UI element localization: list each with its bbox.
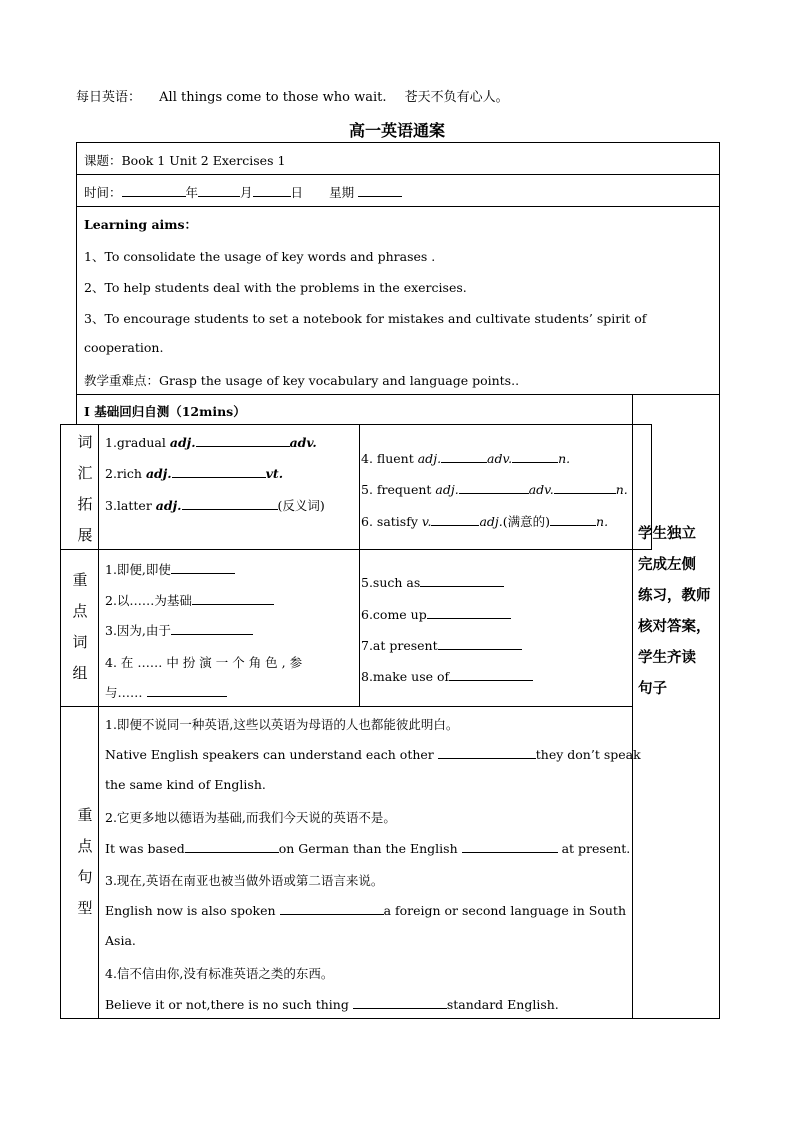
answer-blank[interactable]: [431, 513, 479, 526]
vocab-item: 1.gradual adj. adv.: [105, 435, 317, 450]
month-blank[interactable]: [198, 184, 240, 197]
vocab-item: 3.latter adj. (反义词): [105, 498, 325, 513]
sentence-english: the same kind of English.: [105, 777, 266, 792]
year-label: 年: [185, 185, 199, 200]
vocab-item: 4. fluent adj. adv. n.: [361, 451, 571, 466]
aim-item: 2、To help students deal with the problems in the exercises.: [84, 280, 467, 295]
side-note-line: 学生齐读: [638, 649, 696, 666]
aim-item: cooperation.: [84, 340, 164, 355]
answer-blank[interactable]: [449, 668, 533, 681]
year-blank[interactable]: [122, 184, 186, 197]
aim-item: 3、To encourage students to set a notebook for mistakes and cultivate students’ spirit of: [84, 311, 647, 326]
sentence-english: Native English speakers can understand each other they don’t speak: [105, 747, 641, 762]
sentence-english: It was based on German than the English at present.: [105, 841, 631, 856]
sentence-english: Asia.: [105, 933, 136, 948]
answer-blank[interactable]: [420, 574, 504, 587]
answer-blank[interactable]: [441, 450, 487, 463]
sentence-english: English now is also spoken a foreign or second language in South: [105, 903, 626, 918]
phrases-label: 重 点 词 组: [72, 571, 88, 682]
answer-blank[interactable]: [196, 434, 290, 447]
sentence-chinese: 2.它更多地以德语为基础,而我们今天说的英语不是。: [105, 810, 396, 825]
answer-blank[interactable]: [182, 497, 278, 510]
phrase-item: 与……: [105, 683, 227, 701]
day-label: 日: [290, 185, 304, 200]
answer-blank[interactable]: [512, 450, 558, 463]
sentence-chinese: 4.信不信由你,没有标准英语之类的东西。: [105, 966, 334, 981]
day-blank[interactable]: [253, 184, 291, 197]
phrase-item: 3.因为,由于: [105, 621, 253, 639]
page-title: 高一英语通案: [348, 121, 445, 140]
motto-label: 每日英语：: [76, 90, 142, 105]
month-label: 月: [240, 185, 253, 200]
week-blank[interactable]: [358, 184, 402, 197]
answer-blank[interactable]: [438, 746, 536, 759]
answer-blank[interactable]: [147, 684, 227, 697]
aims-heading: Learning aims：: [84, 217, 198, 232]
aim-item: 1、To consolidate the usage of key words and phrases .: [84, 249, 436, 264]
phrase-item: 2.以……为基础: [105, 591, 274, 609]
motto-english: All things come to those who wait.: [159, 90, 387, 105]
side-note-line: 句子: [638, 680, 667, 697]
teaching-focus: 教学重难点：Grasp the usage of key vocabulary and language points..: [84, 373, 520, 388]
week-label: 星期: [329, 185, 355, 200]
side-note-line: 完成左侧: [638, 556, 696, 573]
sentence-english: Believe it or not,there is no such thing standard English.: [105, 997, 559, 1012]
phrase-item: 1.即便,即使: [105, 560, 235, 578]
sentences-label: 重 点 句 型: [77, 806, 93, 917]
sentence-chinese: 1.即便不说同一种英语,这些以英语为母语的人也都能彼此明白。: [105, 717, 459, 732]
side-note-line: 核对答案，: [638, 618, 711, 635]
answer-blank[interactable]: [427, 606, 511, 619]
answer-blank[interactable]: [554, 481, 616, 494]
side-note-line: 练习，教师: [638, 587, 711, 604]
vocab-label: 词 汇 拓 展: [77, 433, 93, 544]
side-note: [638, 518, 711, 704]
phrase-item: 5.such as: [361, 574, 504, 590]
answer-blank[interactable]: [462, 840, 558, 853]
answer-blank[interactable]: [280, 902, 384, 915]
time-label: 时间：: [84, 185, 122, 200]
answer-blank[interactable]: [192, 592, 274, 605]
phrase-item: 8.make use of: [361, 668, 533, 684]
motto-chinese: 苍天不负有心人。: [404, 90, 509, 105]
daily-english-motto: [76, 86, 523, 105]
answer-blank[interactable]: [171, 561, 235, 574]
sentence-chinese: 3.现在,英语在南亚也被当做外语或第二语言来说。: [105, 873, 384, 888]
time-row: [84, 183, 402, 201]
answer-blank[interactable]: [172, 465, 266, 478]
course-title: 课题：Book 1 Unit 2 Exercises 1: [84, 153, 286, 168]
phrase-item: 7.at present: [361, 637, 522, 653]
answer-blank[interactable]: [459, 481, 529, 494]
answer-blank[interactable]: [438, 637, 522, 650]
phrase-item: 4. 在 …… 中 扮 演 一 个 角 色 , 参: [105, 655, 303, 670]
vocab-item: 5. frequent adj. adv. n.: [361, 482, 628, 497]
answer-blank[interactable]: [185, 840, 279, 853]
answer-blank[interactable]: [550, 513, 596, 526]
side-note-line: 学生独立: [638, 525, 696, 542]
answer-blank[interactable]: [353, 996, 447, 1009]
phrase-item: 6.come up: [361, 606, 511, 622]
section1-heading: I 基础回归自测（12mins）: [84, 404, 246, 419]
vocab-item: 6. satisfy v. adj.(满意的) n.: [361, 514, 609, 529]
answer-blank[interactable]: [171, 622, 253, 635]
vocab-item: 2.rich adj. vt.: [105, 466, 284, 481]
